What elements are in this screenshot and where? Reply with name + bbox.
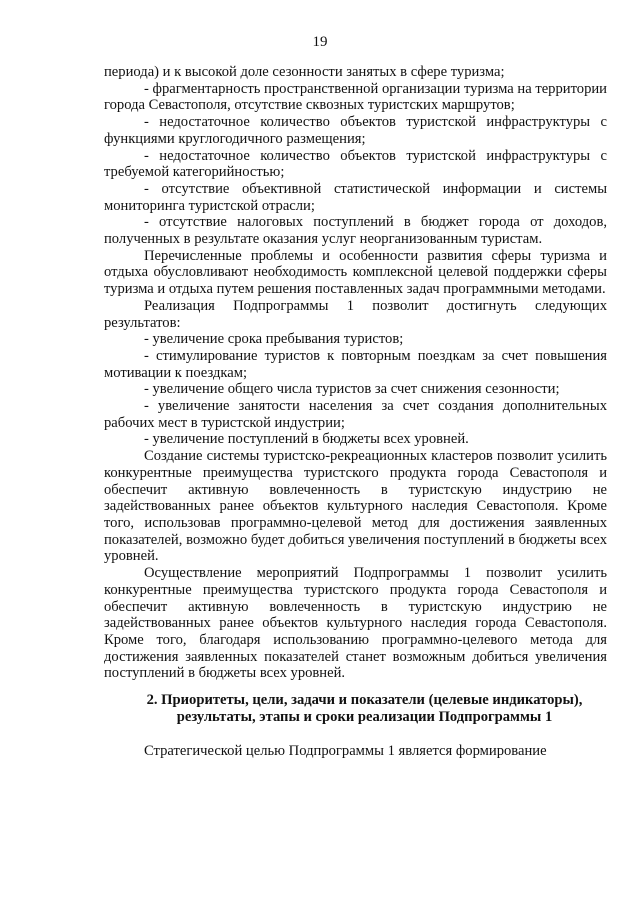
page-number: 19 — [312, 34, 328, 50]
spacer — [104, 682, 607, 692]
bullet-item: - увеличение поступлений в бюджеты всех уровней. — [144, 431, 469, 448]
bullet-item: - отсутствие налоговых поступлений в бюджет города от доходов, полученных в результате оказания услуг неорганизованным туристам. — [104, 214, 607, 248]
body-paragraph: Создание системы туристско-рекреационных кластеров позволит усилить конкурентные преимущества туристского продукта города Севастополя и обеспечит активную вовлеченность в туристскую индустрию не задействованных ранее объектов культурного наследия Севастополя. Кроме того, использовав программно-целевой метод для достижения заявленных показателей, возможно будет добиться увеличения поступлений в бюджеты всех уровней. — [104, 448, 607, 565]
bullet-item: - отсутствие объективной статистической информации и системы мониторинга туристской отрасли; — [104, 180, 607, 214]
body-paragraph: Осуществление мероприятий Подпрограммы 1 позволит усилить конкурентные преимущества туристского продукта города Севастополя и обеспечит активную вовлеченность в туристскую индустрию не задействованных ранее объектов культурного наследия города Севастополя. Кроме того, благодаря использованию программно-целевого метода для достижения заявленных показателей станет возможным добиться увеличения поступлений в бюджеты всех уровней. — [104, 565, 607, 682]
bullet-item: - увеличение срока пребывания туристов; — [144, 331, 404, 348]
bullet-item: - недостаточное количество объектов туристской инфраструктуры с требуемой категорийностью; — [104, 147, 607, 181]
body-paragraph: Перечисленные проблемы и особенности развития сферы туризма и отдыха обусловливают необходимость комплексной целевой поддержки сферы туризма и отдыха путем решения поставленных задач программными методами. — [104, 247, 607, 298]
bullet-item: - увеличение общего числа туристов за счет снижения сезонности; — [144, 381, 560, 398]
spacer — [104, 725, 607, 743]
section-heading: 2. Приоритеты, цели, задачи и показатели (целевые индикаторы), результаты, этапы и сроки реализации Подпрограммы 1 — [146, 692, 583, 725]
bullet-item: - недостаточное количество объектов туристской инфраструктуры с функциями круглогодичного размещения; — [104, 114, 607, 147]
body-paragraph: периода) и к высокой доле сезонности занятых в сфере туризма; — [104, 64, 505, 80]
bullet-item: - стимулирование туристов к повторным поездкам за счет повышения мотивации к поездкам; — [104, 347, 607, 381]
body-paragraph: Стратегической целью Подпрограммы 1 является формирование — [144, 743, 547, 760]
body-paragraph: Реализация Подпрограммы 1 позволит достигнуть следующих результатов: — [104, 297, 607, 331]
document-body — [104, 64, 607, 760]
bullet-item: - фрагментарность пространственной организации туризма на территории города Севастополя, отсутствие сквозных туристских маршрутов; — [104, 80, 607, 114]
bullet-item: - увеличение занятости населения за счет создания дополнительных рабочих мест в туристской индустрии; — [104, 398, 607, 431]
